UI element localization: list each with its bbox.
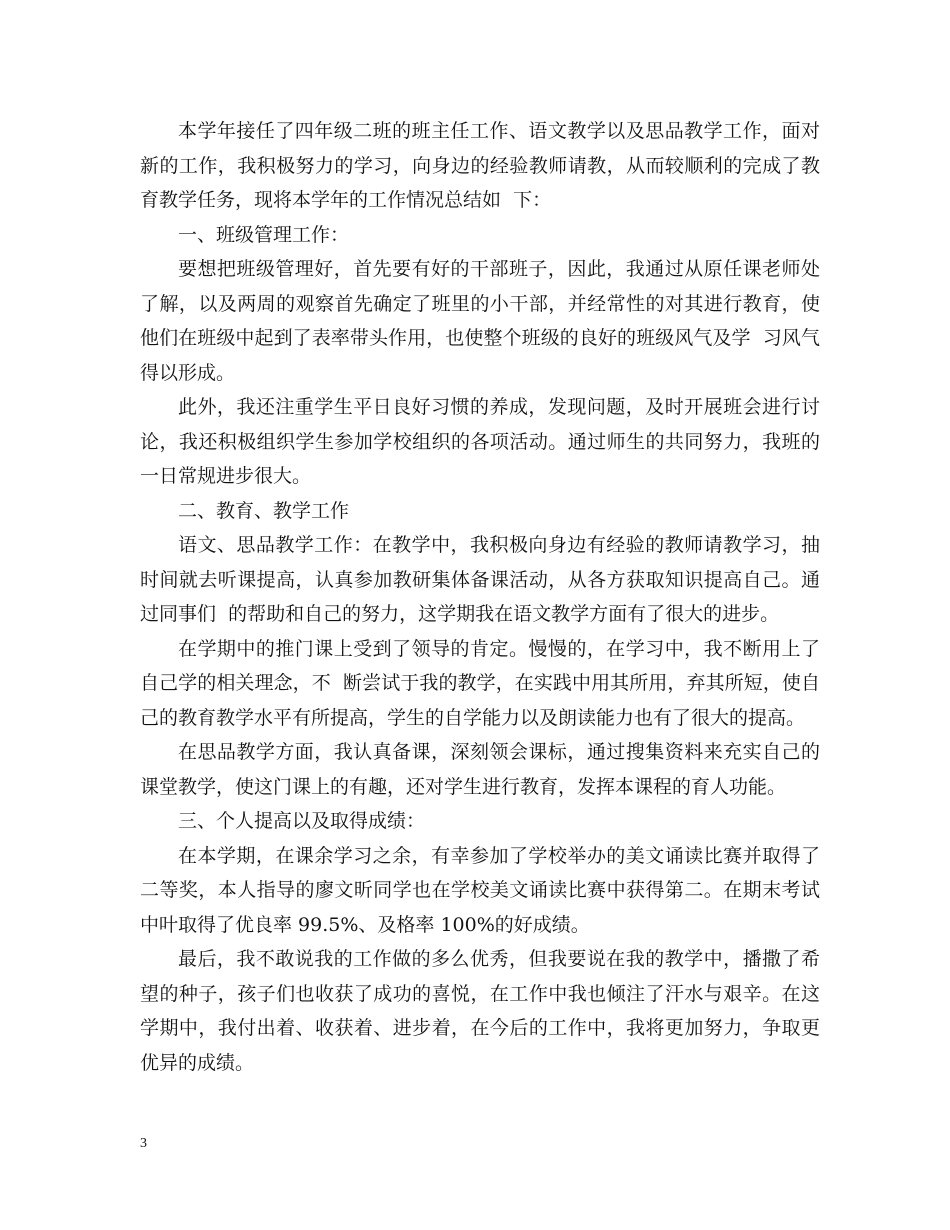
paragraph-conclusion: 最后，我不敢说我的工作做的多么优秀，但我要说在我的教学中，播撒了希望的种子，孩子们也收获了成功的喜悦，在工作中我也倾注了汗水与艰辛。在这学期中，我付出着、收获着、进步着，在今后的工作中，我将更加努力，争取更优异的成绩。	[140, 948, 820, 1074]
paragraph-achievements: 在本学期，在课余学习之余，有幸参加了学校举办的美文诵读比赛并取得了二等奖，本人指导的廖文昕同学也在学校美文诵读比赛中获得第二。在期末考试中叶取得了优良率 99.5%、及格率 100%的好成绩。	[140, 844, 820, 936]
heading-achievements: 三、个人提高以及取得成绩：	[178, 810, 426, 832]
paragraph-chinese-teaching: 语文、思品教学工作：在教学中，我积极向身边有经验的教师请教学习，抽时间就去听课提高，认真参加教研集体备课活动，从各方获取知识提高自己。通过同事们 的帮助和自己的努力，这学期我在语文教学方面有了很大的进步。	[140, 534, 820, 625]
paragraph-intro: 本学年接任了四年级二班的班主任工作、语文教学以及思品教学工作，面对新的工作，我积极努力的学习，向身边的经验教师请教，从而较顺利的完成了教育教学任务，现将本学年的工作情况总结如 下：	[140, 120, 820, 211]
paragraph-habits: 此外，我还注重学生平日良好习惯的养成，发现问题，及时开展班会进行讨论，我还积极组织学生参加学校组织的各项活动。通过师生的共同努力，我班的一日常规进步很大。	[140, 396, 820, 487]
heading-teaching-work: 二、教育、教学工作	[178, 499, 350, 522]
document-body	[140, 114, 820, 1080]
paragraph-class-management: 要想把班级管理好，首先要有好的干部班子，因此，我通过从原任课老师处了解，以及两周的观察首先确定了班里的小干部，并经常性的对其进行教育，使他们在班级中起到了表率带头作用，也使整个班级的良好的班级风气及学 习风气得以形成。	[140, 258, 820, 384]
heading-class-management: 一、班级管理工作：	[178, 223, 350, 246]
paragraph-open-class: 在学期中的推门课上受到了领导的肯定。慢慢的，在学习中，我不断用上了自己学的相关理念，不 断尝试于我的教学，在实践中用其所用，弃其所短，使自己的教育教学水平有所提高，学生的自学能力以及朗读能力也有了很大的提高。	[140, 637, 820, 729]
page-number: 3	[140, 1136, 147, 1151]
paragraph-moral-education: 在思品教学方面，我认真备课，深刻领会课标，通过搜集资料来充实自己的课堂教学，使这门课上的有趣，还对学生进行教育，发挥本课程的育人功能。	[140, 741, 820, 798]
